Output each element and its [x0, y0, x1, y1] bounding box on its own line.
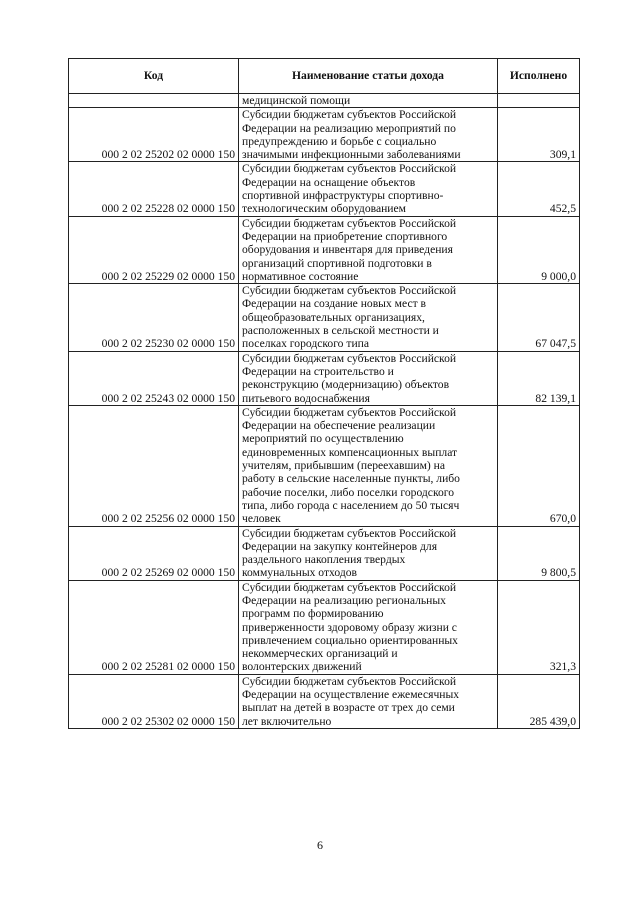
row-name: Субсидии бюджетам субъектов Российской Федерации на оснащение объектов спортивной инфраструктуры спортивно- технологическим оборудованием	[239, 162, 498, 216]
table-row	[69, 216, 580, 283]
row-code: 000 2 02 25229 02 0000 150	[69, 216, 239, 283]
row-name: Субсидии бюджетам субъектов Российской Федерации на создание новых мест в общеобразовательных организациях, расположенных в сельской местности и поселках городского типа	[239, 284, 498, 351]
row-code: 000 2 02 25302 02 0000 150	[69, 674, 239, 728]
row-amount: 9 800,5	[498, 526, 580, 580]
table-row	[69, 351, 580, 405]
table-row	[69, 674, 580, 728]
row-amount: 82 139,1	[498, 351, 580, 405]
row-name: Субсидии бюджетам субъектов Российской Федерации на строительство и реконструкцию (модернизацию) объектов питьевого водоснабжения	[239, 351, 498, 405]
table-row	[69, 108, 580, 162]
row-amount	[498, 94, 580, 108]
header-amount: Исполнено	[498, 59, 580, 94]
row-name: Субсидии бюджетам субъектов Российской Федерации на обеспечение реализации мероприятий по осуществлению единовременных компенсационных выплат учителям, прибывшим (переехавшим) на работу в сельские населенные пункты, либо рабочие поселки, либо поселки городского типа, либо города с населением до 50 тысяч человек	[239, 405, 498, 526]
row-code: 000 2 02 25269 02 0000 150	[69, 526, 239, 580]
row-amount: 452,5	[498, 162, 580, 216]
row-code: 000 2 02 25243 02 0000 150	[69, 351, 239, 405]
page-number: 6	[317, 838, 323, 852]
row-name: Субсидии бюджетам субъектов Российской Федерации на осуществление ежемесячных выплат на детей в возрасте от трех до семи лет включительно	[239, 674, 498, 728]
row-code: 000 2 02 25228 02 0000 150	[69, 162, 239, 216]
table-row	[69, 284, 580, 351]
table-header-row	[69, 59, 580, 94]
row-name: Субсидии бюджетам субъектов Российской Федерации на закупку контейнеров для раздельного накопления твердых коммунальных отходов	[239, 526, 498, 580]
table-row	[69, 94, 580, 108]
row-name: Субсидии бюджетам субъектов Российской Федерации на реализацию региональных программ по формированию приверженности здоровому образу жизни с привлечением социально ориентированных некоммерческих организаций и волонтерских движений	[239, 580, 498, 674]
header-code: Код	[69, 59, 239, 94]
row-amount: 309,1	[498, 108, 580, 162]
row-code: 000 2 02 25202 02 0000 150	[69, 108, 239, 162]
revenue-table	[68, 58, 580, 729]
table-row	[69, 580, 580, 674]
row-code: 000 2 02 25230 02 0000 150	[69, 284, 239, 351]
row-code: 000 2 02 25281 02 0000 150	[69, 580, 239, 674]
table-row	[69, 405, 580, 526]
row-code: 000 2 02 25256 02 0000 150	[69, 405, 239, 526]
row-amount: 321,3	[498, 580, 580, 674]
row-name: Субсидии бюджетам субъектов Российской Федерации на приобретение спортивного оборудования и инвентаря для приведения организаций спортивной подготовки в нормативное состояние	[239, 216, 498, 283]
row-name: медицинской помощи	[239, 94, 498, 108]
row-name: Субсидии бюджетам субъектов Российской Федерации на реализацию мероприятий по предупреждению и борьбе с социально значимыми инфекционными заболеваниями	[239, 108, 498, 162]
table-row	[69, 526, 580, 580]
header-name: Наименование статьи дохода	[239, 59, 498, 94]
row-amount: 9 000,0	[498, 216, 580, 283]
row-amount: 670,0	[498, 405, 580, 526]
row-code	[69, 94, 239, 108]
row-amount: 285 439,0	[498, 674, 580, 728]
table-row	[69, 162, 580, 216]
row-amount: 67 047,5	[498, 284, 580, 351]
